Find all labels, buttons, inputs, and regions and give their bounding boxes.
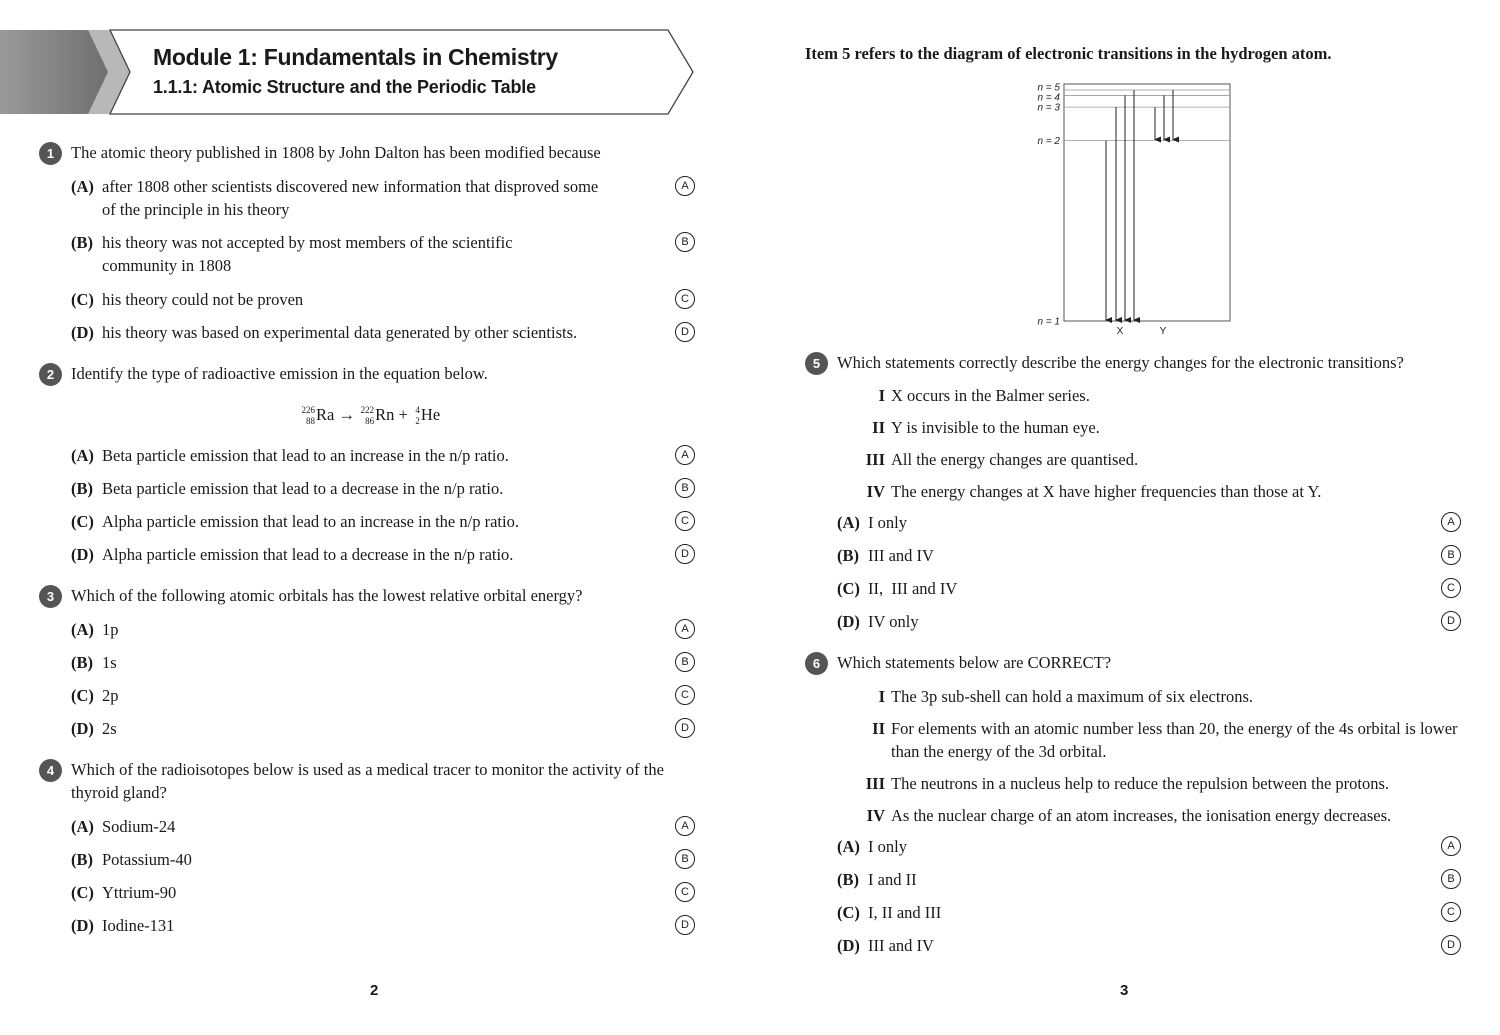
question-number: 6 xyxy=(805,652,828,675)
option-label: (B) xyxy=(837,870,859,889)
he-mass-number: 4 xyxy=(415,405,420,416)
question-number: 3 xyxy=(39,585,62,608)
energy-level-label: n = 2 xyxy=(1037,136,1060,148)
option-label: (A) xyxy=(71,817,94,836)
statement-text: Y is invisible to the human eye. xyxy=(891,418,1100,437)
answer-bubble-d[interactable]: D xyxy=(675,322,695,342)
answer-bubble-a[interactable]: A xyxy=(675,445,695,465)
answer-bubble-d[interactable]: D xyxy=(1441,935,1461,955)
option-label: (B) xyxy=(71,233,93,252)
answer-bubble-c[interactable]: C xyxy=(675,289,695,309)
question-text: Which of the radioisotopes below is used as a medical tracer to monitor the activity of the thyroid gland? xyxy=(71,760,664,802)
answer-bubble-b[interactable]: B xyxy=(1441,869,1461,889)
option-label: (C) xyxy=(837,579,860,598)
energy-level-label: n = 4 xyxy=(1037,92,1060,104)
option-label: (D) xyxy=(71,719,94,738)
question-text: Which of the following atomic orbitals has the lowest relative orbital energy? xyxy=(71,586,583,605)
statement-text: X occurs in the Balmer series. xyxy=(891,386,1090,405)
module-banner xyxy=(0,28,700,118)
rn-atomic-number: 86 xyxy=(365,416,375,427)
option-label: (B) xyxy=(71,479,93,498)
statement-numeral: III xyxy=(865,774,885,793)
option-text: after 1808 other scientists discovered new information that disproved some of the principle in his theory xyxy=(102,177,599,219)
option-text: II, III and IV xyxy=(868,579,958,598)
option-label: (C) xyxy=(71,883,94,902)
answer-bubble-c[interactable]: C xyxy=(675,685,695,705)
he-atomic-number: 2 xyxy=(415,416,420,427)
nuclear-equation xyxy=(300,405,440,427)
option-row xyxy=(71,175,631,221)
statement-numeral: I xyxy=(878,687,885,706)
option-text: his theory could not be proven xyxy=(102,290,304,309)
option-text: Yttrium-90 xyxy=(102,883,177,902)
option-label: (A) xyxy=(837,513,860,532)
answer-bubble-b[interactable]: B xyxy=(675,849,695,869)
option-text: I only xyxy=(868,513,907,532)
option-label: (D) xyxy=(837,936,860,955)
option-text: I and II xyxy=(868,870,917,889)
answer-bubble-c[interactable]: C xyxy=(675,882,695,902)
helium-symbol: He xyxy=(420,405,441,424)
question-number: 2 xyxy=(39,363,62,386)
page-number: 2 xyxy=(370,982,379,999)
answer-bubble-b[interactable]: B xyxy=(675,478,695,498)
statement-text: The energy changes at X have higher frequencies than those at Y. xyxy=(891,482,1322,501)
statement-text: As the nuclear charge of an atom increases, the ionisation energy decreases. xyxy=(891,806,1392,825)
answer-bubble-d[interactable]: D xyxy=(1441,611,1461,631)
option-label: (D) xyxy=(71,916,94,935)
answer-bubble-c[interactable]: C xyxy=(1441,902,1461,922)
module-subtitle: 1.1.1: Atomic Structure and the Periodic Table xyxy=(153,77,536,97)
energy-level-label: n = 3 xyxy=(1037,102,1060,114)
option-text: 2p xyxy=(102,686,119,705)
option-row xyxy=(71,231,631,277)
option-label: (D) xyxy=(71,323,94,342)
arrow-icon: → xyxy=(338,405,355,424)
question-number: 1 xyxy=(39,142,62,165)
module-title: Module 1: Fundamentals in Chemistry xyxy=(153,44,558,70)
option-text: 1s xyxy=(102,653,117,672)
answer-bubble-a[interactable]: A xyxy=(675,176,695,196)
question-text: Which statements correctly describe the energy changes for the electronic transitions? xyxy=(837,353,1404,372)
radon-symbol: Rn xyxy=(375,405,395,424)
rn-mass-number: 222 xyxy=(360,405,375,416)
group-y-label: Y xyxy=(1159,326,1167,337)
statement-text: For elements with an atomic number less than 20, the energy of the 4s orbital is lower than the energy of the 3d orbital. xyxy=(891,719,1458,761)
option-text: his theory was based on experimental data generated by other scientists. xyxy=(102,323,578,342)
option-text: his theory was not accepted by most members of the scientific community in 1808 xyxy=(102,233,513,275)
option-text: Sodium-24 xyxy=(102,817,176,836)
ra-mass-number: 226 xyxy=(301,405,315,416)
option-label: (C) xyxy=(71,512,94,531)
statement-numeral: II xyxy=(872,719,885,738)
statement-text: The 3p sub-shell can hold a maximum of six electrons. xyxy=(891,687,1254,706)
option-label: (D) xyxy=(837,612,860,631)
group-x-label: X xyxy=(1116,326,1124,337)
option-label: (B) xyxy=(837,546,859,565)
diagram-frame xyxy=(1064,84,1230,321)
question-number: 4 xyxy=(39,759,62,782)
option-label: (C) xyxy=(837,903,860,922)
statement-numeral: II xyxy=(872,418,885,437)
option-label: (A) xyxy=(71,620,94,639)
option-text: 2s xyxy=(102,719,117,738)
answer-bubble-a[interactable]: A xyxy=(675,619,695,639)
option-text: I only xyxy=(868,837,907,856)
answer-bubble-a[interactable]: A xyxy=(1441,836,1461,856)
energy-level-label: n = 1 xyxy=(1037,316,1060,328)
statement-numeral: IV xyxy=(866,482,885,501)
option-label: (C) xyxy=(71,290,94,309)
question-text: Identify the type of radioactive emission in the equation below. xyxy=(71,364,488,383)
statement-row xyxy=(855,717,1465,763)
page-number: 3 xyxy=(1120,982,1129,999)
statement-numeral: I xyxy=(878,386,885,405)
answer-bubble-c[interactable]: C xyxy=(675,511,695,531)
option-label: (A) xyxy=(71,446,94,465)
option-text: I, II and III xyxy=(868,903,942,922)
energy-level-label: n = 5 xyxy=(1037,82,1060,94)
answer-bubble-a[interactable]: A xyxy=(1441,512,1461,532)
option-text: IV only xyxy=(868,612,919,631)
question-text: The atomic theory published in 1808 by John Dalton has been modified because xyxy=(71,143,601,162)
answer-bubble-c[interactable]: C xyxy=(1441,578,1461,598)
answer-bubble-d[interactable]: D xyxy=(675,718,695,738)
question-text: Which statements below are CORRECT? xyxy=(837,653,1112,672)
statement-text: The neutrons in a nucleus help to reduce the repulsion between the protons. xyxy=(891,774,1390,793)
statement-numeral: III xyxy=(865,450,885,469)
answer-bubble-b[interactable]: B xyxy=(1441,545,1461,565)
option-text: III and IV xyxy=(868,546,934,565)
diagram-intro: Item 5 refers to the diagram of electronic transitions in the hydrogen atom. xyxy=(805,44,1332,63)
question-number: 5 xyxy=(805,352,828,375)
answer-bubble-b[interactable]: B xyxy=(675,232,695,252)
statement-numeral: IV xyxy=(866,806,885,825)
plus-sign: + xyxy=(398,405,408,424)
option-label: (A) xyxy=(837,837,860,856)
answer-bubble-b[interactable]: B xyxy=(675,652,695,672)
answer-bubble-d[interactable]: D xyxy=(675,544,695,564)
energy-level-diagram xyxy=(1020,80,1250,342)
option-label: (B) xyxy=(71,653,93,672)
answer-bubble-a[interactable]: A xyxy=(675,816,695,836)
option-text: Beta particle emission that lead to a decrease in the n/p ratio. xyxy=(102,479,504,498)
option-text: Alpha particle emission that lead to an increase in the n/p ratio. xyxy=(102,512,519,531)
option-label: (A) xyxy=(71,177,94,196)
option-text: Beta particle emission that lead to an increase in the n/p ratio. xyxy=(102,446,509,465)
option-label: (C) xyxy=(71,686,94,705)
option-text: Iodine-131 xyxy=(102,916,175,935)
option-label: (D) xyxy=(71,545,94,564)
option-label: (B) xyxy=(71,850,93,869)
answer-bubble-d[interactable]: D xyxy=(675,915,695,935)
option-text: III and IV xyxy=(868,936,934,955)
radium-symbol: Ra xyxy=(316,405,335,424)
option-text: Potassium-40 xyxy=(102,850,192,869)
option-text: 1p xyxy=(102,620,119,639)
option-text: Alpha particle emission that lead to a decrease in the n/p ratio. xyxy=(102,545,514,564)
ra-atomic-number: 88 xyxy=(306,416,315,427)
statement-text: All the energy changes are quantised. xyxy=(891,450,1139,469)
